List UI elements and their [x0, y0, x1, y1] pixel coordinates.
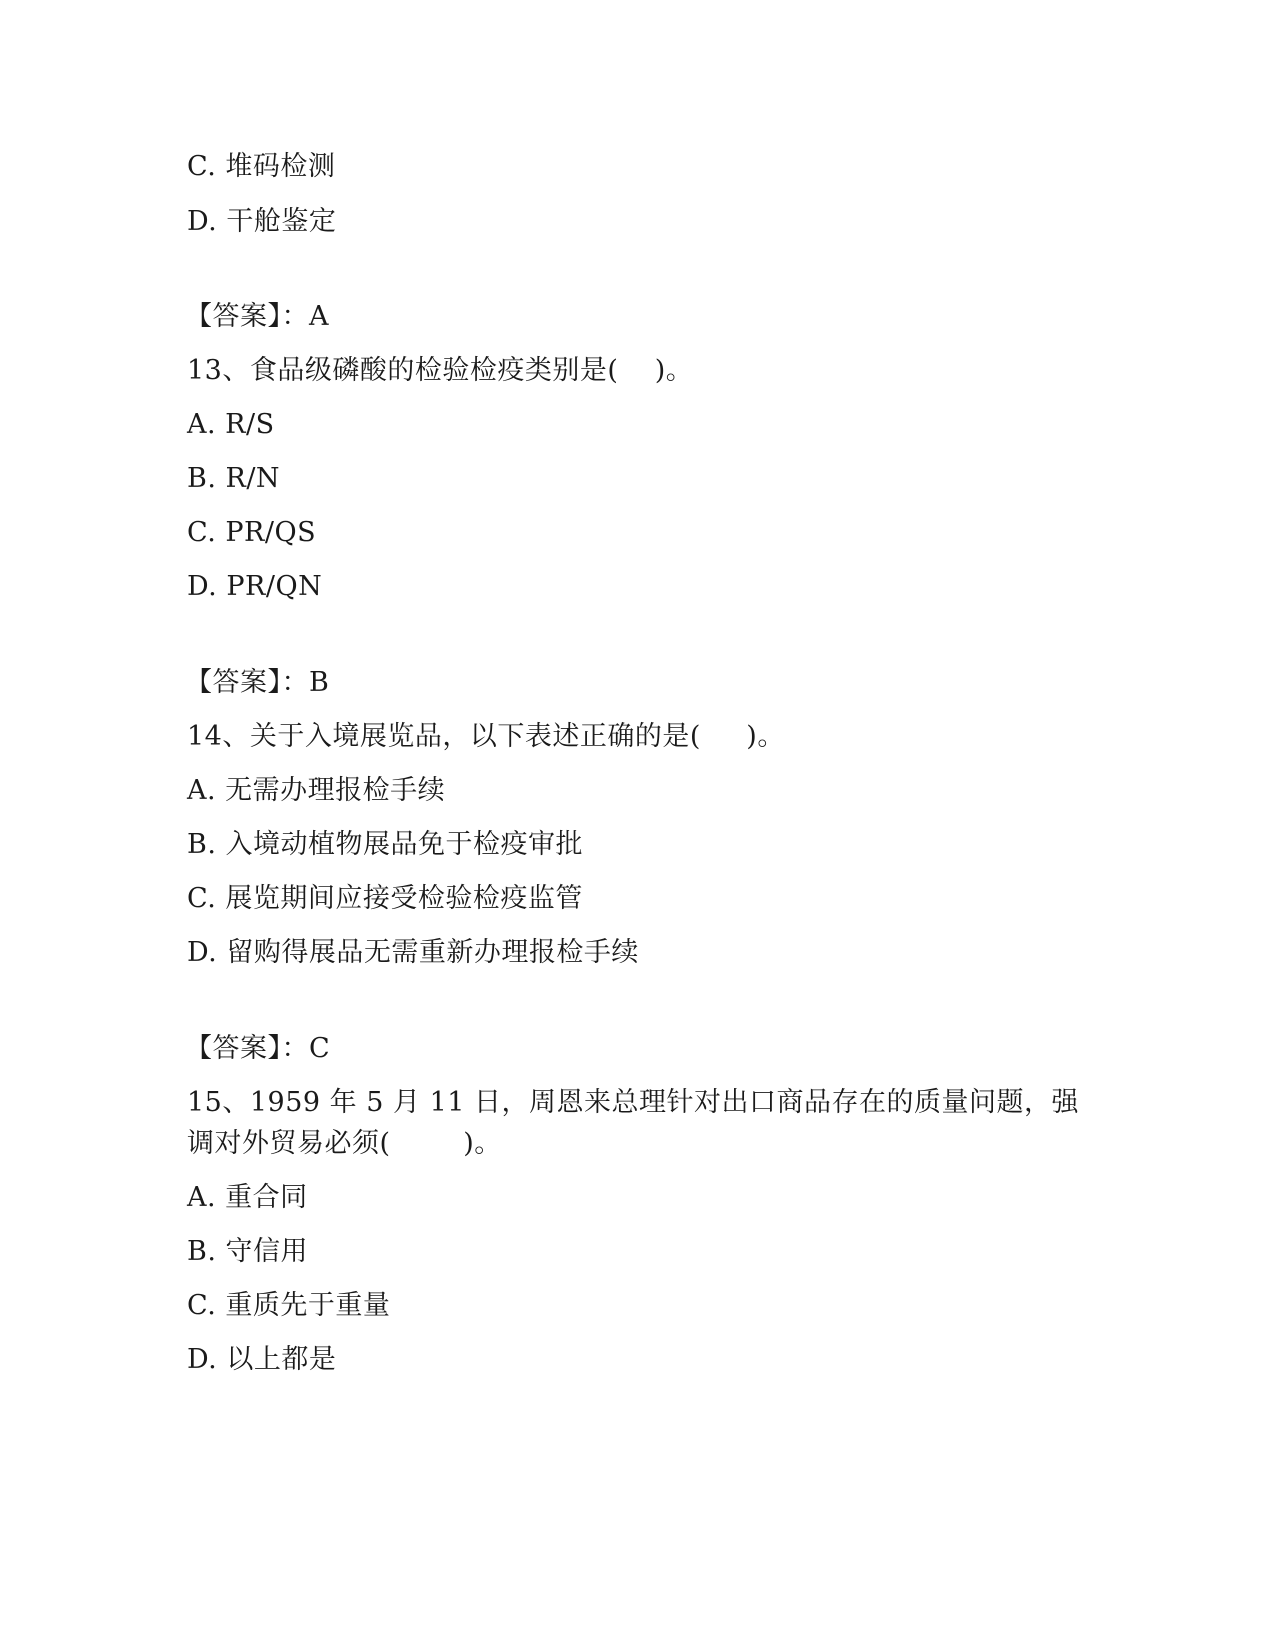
q15-option-d: D. 以上都是 — [187, 1344, 337, 1375]
q15-option-c: C. 重质先于重量 — [187, 1290, 391, 1321]
q13-stem: 13、食品级磷酸的检验检疫类别是( )。 — [187, 355, 694, 386]
q14-answer: 【答案】：C — [185, 1033, 331, 1064]
prev-question-option-c: C. 堆码检测 — [187, 151, 336, 182]
q14-stem: 14、关于入境展览品，以下表述正确的是( )。 — [187, 721, 785, 752]
prev-question-answer: 【答案】：A — [185, 301, 329, 332]
q14-option-b: B. 入境动植物展品免于检疫审批 — [187, 829, 584, 860]
q13-answer: 【答案】：B — [185, 667, 330, 698]
q13-option-b: B. R/N — [187, 463, 281, 494]
q15-stem-line2: 调对外贸易必须( )。 — [187, 1128, 502, 1159]
q14-option-c: C. 展览期间应接受检验检疫监管 — [187, 883, 583, 914]
q13-option-d: D. PR/QN — [187, 571, 323, 602]
prev-question-option-d: D. 干舱鉴定 — [187, 206, 337, 237]
q15-option-a: A. 重合同 — [187, 1182, 308, 1213]
q15-stem-line1: 15、1959 年 5 月 11 日，周恩来总理针对出口商品存在的质量问题，强 — [187, 1087, 1080, 1118]
q13-option-a: A. R/S — [187, 409, 275, 440]
q14-option-a: A. 无需办理报检手续 — [187, 775, 446, 806]
q15-option-b: B. 守信用 — [187, 1236, 309, 1267]
q14-option-d: D. 留购得展品无需重新办理报检手续 — [187, 937, 639, 968]
q13-option-c: C. PR/QS — [187, 517, 317, 548]
